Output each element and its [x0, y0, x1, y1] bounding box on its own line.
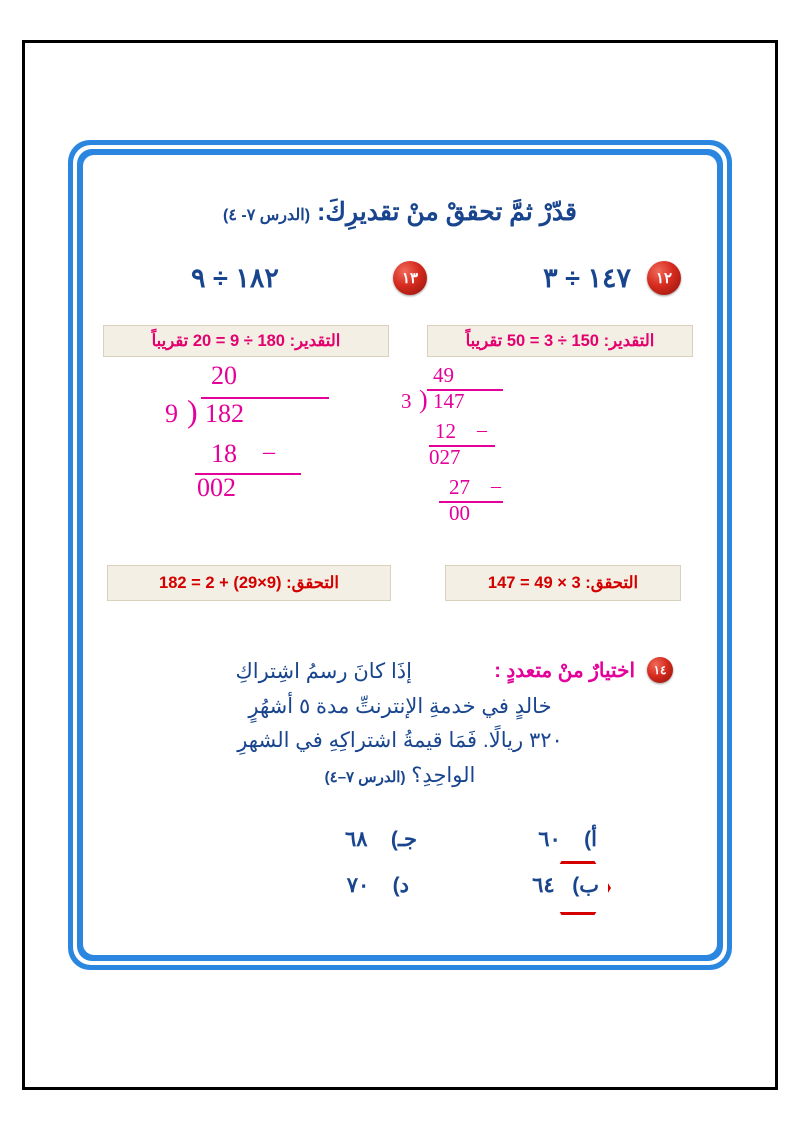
step1-sign-13: – — [263, 439, 275, 465]
option-a-value: ٦٠ — [538, 828, 561, 851]
dividend-12: 147 — [433, 389, 465, 413]
problem-number-13: ١٣ — [393, 261, 427, 295]
multiple-choice-title: اختيارٌ منْ متعددٍ : — [494, 660, 635, 682]
multiple-choice-question — [167, 655, 633, 794]
remainder2-12: 00 — [449, 501, 470, 525]
option-d-value: ٧٠ — [346, 874, 370, 897]
page-title-lesson: (الدرس ٧- ٤) — [223, 207, 311, 224]
remainder1-13: 002 — [197, 473, 236, 502]
question-line-4: الواحِدِ؟ — [411, 763, 476, 787]
option-a[interactable] — [538, 827, 597, 852]
step1-12: 12 — [435, 419, 456, 443]
option-d[interactable] — [347, 873, 409, 898]
card-border-blue-inner — [77, 149, 723, 961]
option-b[interactable] — [532, 873, 599, 898]
estimate-box-13: التقدير: 180 ÷ 9 = 20 تقريباً — [103, 325, 389, 357]
step2-sign-12: – — [491, 475, 501, 497]
option-c-label: جـ) — [390, 828, 417, 851]
question-lesson: (الدرس ٧–٤) — [324, 768, 406, 786]
option-b-label: ب) — [572, 874, 599, 897]
long-division-work-13 — [83, 361, 717, 561]
quotient-12: 49 — [433, 363, 454, 387]
worksheet-content — [83, 155, 717, 955]
problem-number-12: ١٢ — [647, 261, 681, 295]
option-c[interactable] — [345, 827, 417, 852]
problem-number-14: ١٤ — [647, 657, 673, 683]
option-c-value: ٦٨ — [344, 828, 368, 851]
remainder1-12: 027 — [429, 445, 461, 469]
dividend-13: 182 — [205, 399, 244, 428]
step1-13: 18 — [211, 439, 237, 468]
question-line-1: إذَا كانَ رسمُ اشِتراكِ — [235, 660, 412, 683]
divisor-13: 9 — [165, 399, 178, 428]
card-border-white — [73, 145, 727, 965]
option-d-label: د) — [392, 874, 409, 897]
divisor-12: 3 — [401, 389, 412, 413]
division-bracket-12: ) — [419, 385, 428, 414]
question-line-2: خالدٍ في خدمةِ الإنترنتِّ مدة ٥ أشهُرٍ — [248, 694, 552, 718]
question-line-3: ٣٢٠ ريالًا. فَمَا قيمةُ اشتراكِهِ في الشهرِ — [237, 729, 563, 753]
page-title-text: قدّرْ ثمَّ تحققْ منْ تقديرِكَ: — [317, 198, 577, 226]
worksheet-card — [68, 140, 732, 970]
step2-12: 27 — [449, 475, 470, 499]
step1-sign-12: – — [477, 419, 487, 441]
option-b-value: ٦٤ — [532, 874, 555, 897]
check-box-12: التحقق: 3 × 49 = 147 — [445, 565, 681, 601]
estimate-box-12: التقدير: 150 ÷ 3 = 50 تقريباً — [427, 325, 693, 357]
option-a-label: أ) — [584, 828, 597, 851]
division-bracket-13: ) — [187, 393, 198, 429]
check-box-13: التحقق: (9×29) + 2 = 182 — [107, 565, 391, 601]
quotient-13: 20 — [211, 361, 237, 390]
problem-expression-12: ١٤٧ ÷ ٣ — [543, 263, 631, 293]
problem-expression-13: ١٨٢ ÷ ٩ — [191, 263, 279, 293]
page-title — [121, 197, 679, 227]
